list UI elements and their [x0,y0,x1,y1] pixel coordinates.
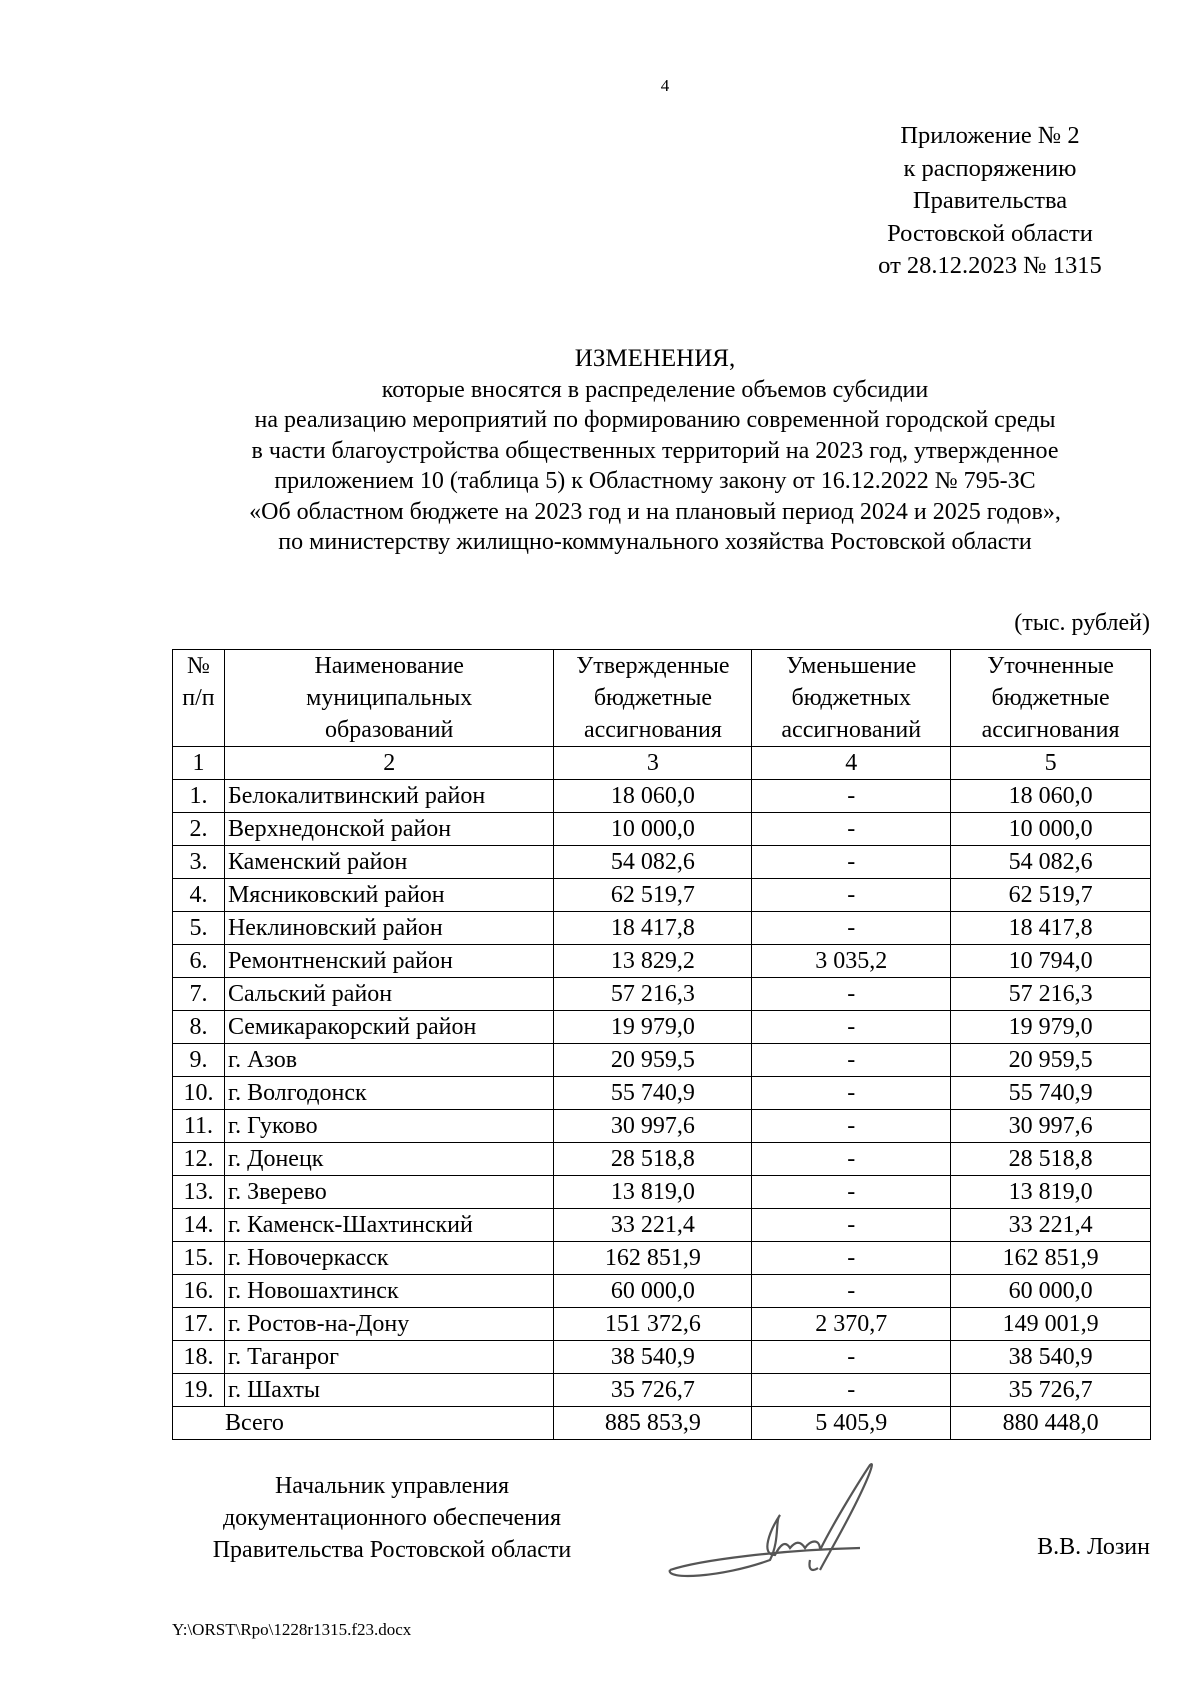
title-line: по министерству жилищно-коммунального хозяйства Ростовской области [278,529,1032,555]
adjusted-amount: 30 997,6 [951,1110,1151,1143]
header-line: образований [325,717,454,743]
municipality-name: Белокалитвинский район [224,780,554,813]
table-row [173,1275,1151,1308]
row-number: 7. [173,978,225,1011]
municipality-name: г. Ростов-на-Дону [224,1308,554,1341]
approved-amount: 13 829,2 [554,945,752,978]
municipality-name: Мясниковский район [224,879,554,912]
row-number: 2. [173,813,225,846]
column-numbers-row [173,747,1151,780]
appendix-line: к распоряжению [903,154,1077,182]
table-row [173,1011,1151,1044]
column-number: 2 [224,747,554,780]
table-row [173,1209,1151,1242]
header-line: бюджетные [991,685,1110,711]
table-row [173,1077,1151,1110]
approved-amount: 162 851,9 [554,1242,752,1275]
table-row [173,1176,1151,1209]
table-row [173,945,1151,978]
reduction-amount: - [752,1209,951,1242]
table-row [173,1374,1151,1407]
column-header [752,650,951,747]
column-number: 3 [554,747,752,780]
municipality-name: г. Новочеркасск [224,1242,554,1275]
total-label: Всего [173,1407,554,1440]
file-path: Y:\ORST\Rpo\1228r1315.f23.docx [172,1620,412,1639]
position-line: документационного обеспечения [222,1505,562,1531]
approved-amount: 62 519,7 [554,879,752,912]
header-line: ассигнования [583,717,722,743]
row-number: 11. [173,1110,225,1143]
row-number: 6. [173,945,225,978]
row-number: 15. [173,1242,225,1275]
adjusted-amount: 162 851,9 [951,1242,1151,1275]
approved-amount: 19 979,0 [554,1011,752,1044]
row-number: 9. [173,1044,225,1077]
header-line: Уменьшение [786,653,917,679]
approved-amount: 18 060,0 [554,780,752,813]
reduction-amount: - [752,780,951,813]
total-row [173,1407,1151,1440]
table-row [173,846,1151,879]
approved-amount: 10 000,0 [554,813,752,846]
subsidy-table [172,649,1151,1440]
reduction-amount: - [752,1143,951,1176]
reduction-amount: - [752,1341,951,1374]
row-number: 10. [173,1077,225,1110]
municipality-name: г. Шахты [224,1374,554,1407]
municipality-name: г. Гуково [224,1110,554,1143]
approved-amount: 20 959,5 [554,1044,752,1077]
column-header [554,650,752,747]
approved-amount: 30 997,6 [554,1110,752,1143]
appendix-line: Приложение № 2 [900,122,1080,149]
table-row [173,1308,1151,1341]
approved-amount: 57 216,3 [554,978,752,1011]
reduction-amount: - [752,1011,951,1044]
header-line: п/п [182,685,215,711]
approved-amount: 151 372,6 [554,1308,752,1341]
signatory-position [172,1470,612,1566]
table-row [173,912,1151,945]
header-line: Уточненные [987,653,1114,679]
column-header [951,650,1151,747]
column-number: 1 [173,747,225,780]
position-line: Правительства Ростовской области [212,1537,572,1563]
row-number: 3. [173,846,225,879]
reduction-amount: - [752,1374,951,1407]
adjusted-amount: 62 519,7 [951,879,1151,912]
total-value: 5 405,9 [752,1407,951,1440]
municipality-name: г. Таганрог [224,1341,554,1374]
row-number: 13. [173,1176,225,1209]
municipality-name: Семикаракорский район [224,1011,554,1044]
adjusted-amount: 60 000,0 [951,1275,1151,1308]
units-label: (тыс. рублей) [1014,610,1150,636]
municipality-name: г. Каменск-Шахтинский [224,1209,554,1242]
appendix-header [840,120,1140,283]
municipality-name: Каменский район [224,846,554,879]
page-number: 4 [660,76,670,95]
header-line: бюджетных [791,685,911,711]
adjusted-amount: 10 794,0 [951,945,1151,978]
approved-amount: 33 221,4 [554,1209,752,1242]
municipality-name: г. Волгодонск [224,1077,554,1110]
adjusted-amount: 149 001,9 [951,1308,1151,1341]
reduction-amount: 3 035,2 [752,945,951,978]
total-value: 885 853,9 [554,1407,752,1440]
reduction-amount: 2 370,7 [752,1308,951,1341]
municipality-name: Сальский район [224,978,554,1011]
column-header [224,650,554,747]
approved-amount: 55 740,9 [554,1077,752,1110]
column-header [173,650,225,747]
row-number: 5. [173,912,225,945]
table-row [173,879,1151,912]
header-line: ассигнования [981,717,1120,743]
row-number: 19. [173,1374,225,1407]
reduction-amount: - [752,879,951,912]
reduction-amount: - [752,1242,951,1275]
appendix-line: Ростовской области [887,219,1093,247]
municipality-name: г. Новошахтинск [224,1275,554,1308]
approved-amount: 18 417,8 [554,912,752,945]
header-line: бюджетные [593,685,712,711]
title-line: на реализацию мероприятий по формированию современной городской среды [254,407,1056,433]
approved-amount: 35 726,7 [554,1374,752,1407]
appendix-line: от 28.12.2023 № 1315 [878,252,1102,279]
row-number: 18. [173,1341,225,1374]
table-header-row [173,650,1151,747]
approved-amount: 13 819,0 [554,1176,752,1209]
table-row [173,813,1151,846]
row-number: 16. [173,1275,225,1308]
table-row [173,780,1151,813]
header-line: муниципальных [306,685,473,711]
approved-amount: 60 000,0 [554,1275,752,1308]
header-line: ассигнований [781,717,922,743]
column-number: 5 [951,747,1151,780]
adjusted-amount: 18 417,8 [951,912,1151,945]
appendix-line: Правительства [912,187,1068,214]
adjusted-amount: 18 060,0 [951,780,1151,813]
adjusted-amount: 19 979,0 [951,1011,1151,1044]
reduction-amount: - [752,1176,951,1209]
column-number: 4 [752,747,951,780]
table-row [173,978,1151,1011]
table-row [173,1044,1151,1077]
reduction-amount: - [752,846,951,879]
adjusted-amount: 54 082,6 [951,846,1151,879]
reduction-amount: - [752,1077,951,1110]
title-line: «Об областном бюджете на 2023 год и на плановый период 2024 и 2025 годов», [249,498,1061,525]
adjusted-amount: 33 221,4 [951,1209,1151,1242]
handwritten-signature [660,1460,920,1600]
municipality-name: г. Азов [224,1044,554,1077]
reduction-amount: - [752,1275,951,1308]
signatory-name: В.В. Лозин [1037,1534,1150,1560]
municipality-name: г. Зверево [224,1176,554,1209]
header-line: Утвержденные [576,653,730,679]
title-line: приложением 10 (таблица 5) к Областному закону от 16.12.2022 № 795-ЗС [274,468,1036,494]
adjusted-amount: 10 000,0 [951,813,1151,846]
adjusted-amount: 20 959,5 [951,1044,1151,1077]
municipality-name: Неклиновский район [224,912,554,945]
row-number: 1. [173,780,225,813]
title-line: в части благоустройства общественных территорий на 2023 год, утвержденное [251,437,1059,464]
adjusted-amount: 35 726,7 [951,1374,1151,1407]
table-row [173,1242,1151,1275]
row-number: 4. [173,879,225,912]
position-line: Начальник управления [274,1473,510,1499]
table-row [173,1143,1151,1176]
document-title [150,344,1160,558]
table-row [173,1341,1151,1374]
row-number: 8. [173,1011,225,1044]
reduction-amount: - [752,912,951,945]
adjusted-amount: 55 740,9 [951,1077,1151,1110]
municipality-name: Ремонтненский район [224,945,554,978]
reduction-amount: - [752,813,951,846]
approved-amount: 54 082,6 [554,846,752,879]
approved-amount: 28 518,8 [554,1143,752,1176]
adjusted-amount: 38 540,9 [951,1341,1151,1374]
adjusted-amount: 57 216,3 [951,978,1151,1011]
header-line: Наименование [314,653,464,679]
header-line: № [187,653,210,679]
adjusted-amount: 13 819,0 [951,1176,1151,1209]
row-number: 17. [173,1308,225,1341]
municipality-name: г. Донецк [224,1143,554,1176]
municipality-name: Верхнедонской район [224,813,554,846]
approved-amount: 38 540,9 [554,1341,752,1374]
row-number: 14. [173,1209,225,1242]
reduction-amount: - [752,978,951,1011]
adjusted-amount: 28 518,8 [951,1143,1151,1176]
reduction-amount: - [752,1044,951,1077]
title-line: которые вносятся в распределение объемов субсидии [381,376,929,403]
title-line: ИЗМЕНЕНИЯ, [574,345,736,372]
total-value: 880 448,0 [951,1407,1151,1440]
row-number: 12. [173,1143,225,1176]
table-row [173,1110,1151,1143]
reduction-amount: - [752,1110,951,1143]
